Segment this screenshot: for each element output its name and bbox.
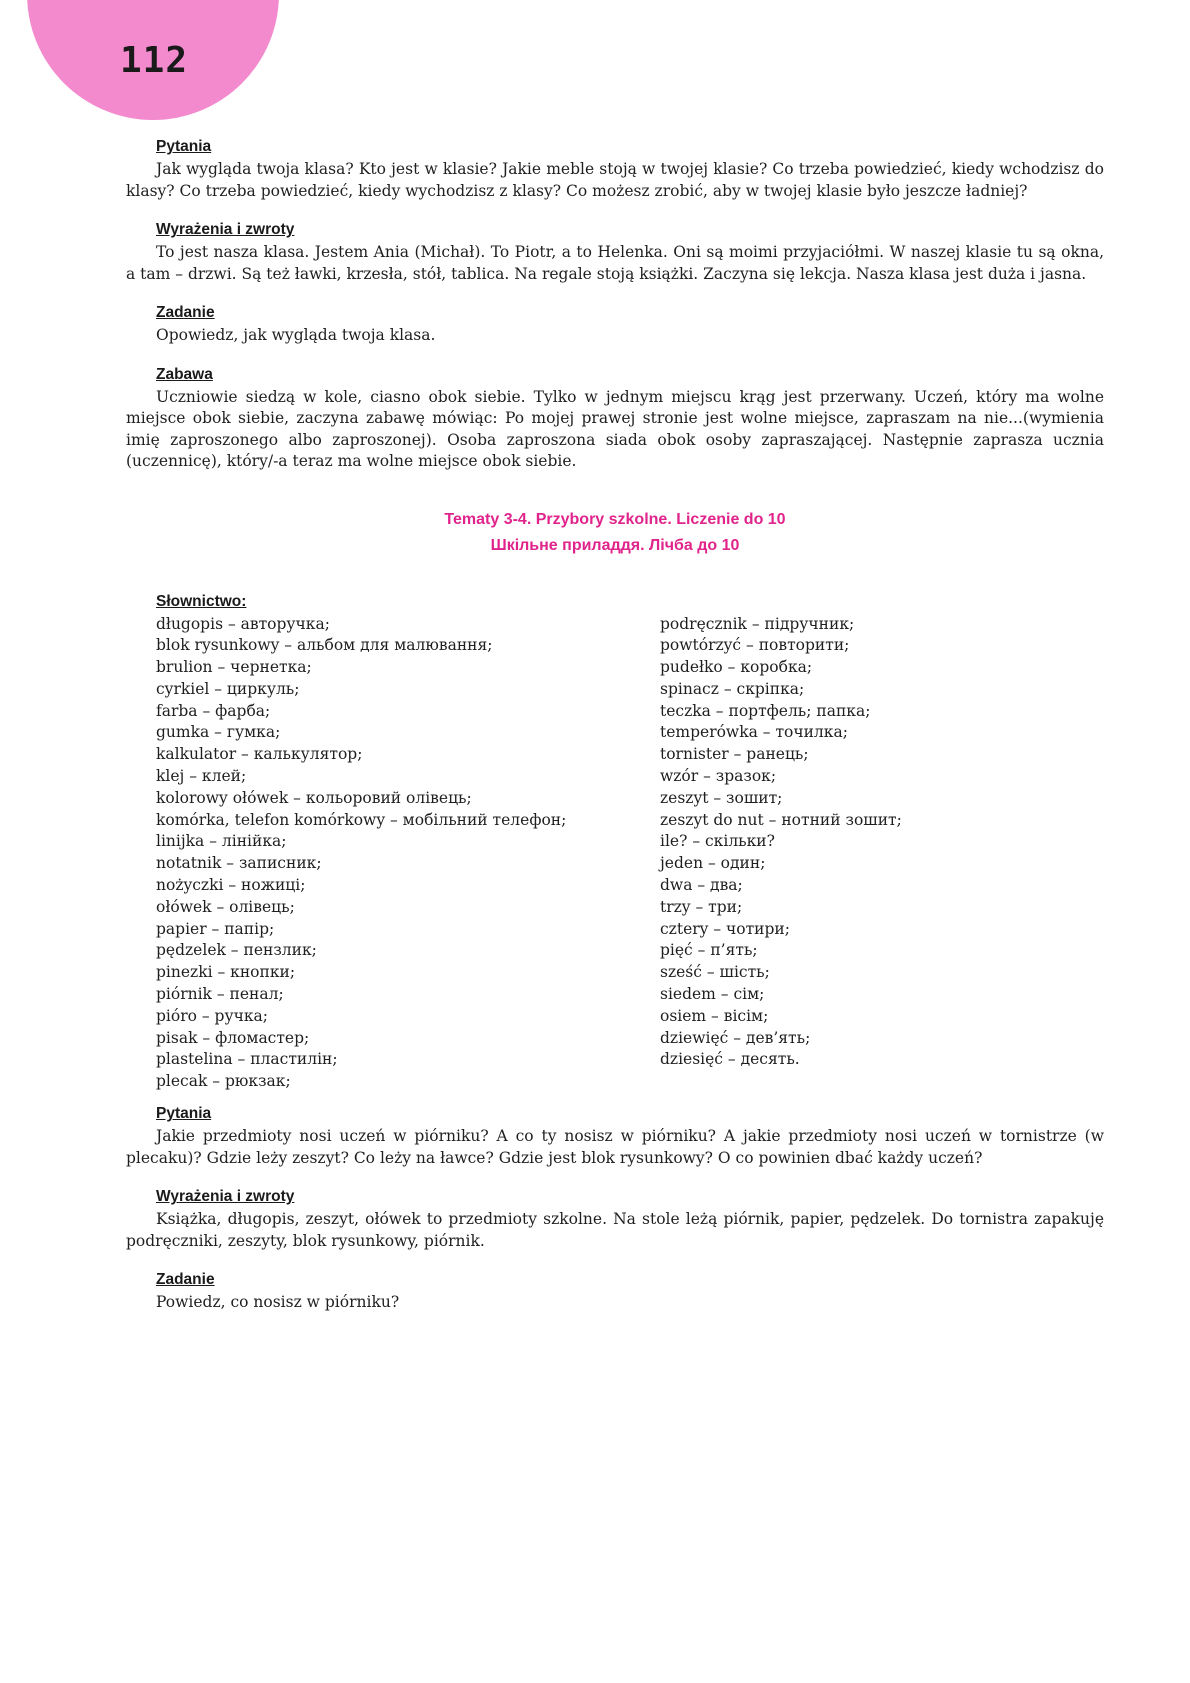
vocabulary-item: jeden – один; <box>660 854 766 873</box>
vocabulary-item: długopis – авторучка; <box>156 614 330 633</box>
paragraph-zabawa: Uczniowie siedzą w kole, ciasno obok siebie. Tylko w jednym miejscu krąg jest przerwany. Uczeń, który ma wolne miejsce obok siebie, zaczyna zabawę mówiąc: Po mojej prawej stronie jest wolne miejsce, zapraszam na nie...(wymienia imię zaproszonego albo zaproszonej). Osoba zaproszona siada obok osoby zapraszającej. Następnie zaprasza ucznia (uczennicę), który/-a teraz ma wolne miejsce obok siebie. <box>126 387 1104 470</box>
vocabulary-item: linijka – лінійка; <box>156 832 287 851</box>
vocabulary-item: spinacz – скріпка; <box>660 679 805 698</box>
vocabulary-item: wzór – зразок; <box>660 767 777 786</box>
paragraph-zadanie: Opowiedz, jak wygląda twoja klasa. <box>156 326 436 344</box>
vocabulary-item: pięć – п’ять; <box>660 941 758 960</box>
heading-pytania: Pytania <box>156 138 212 155</box>
section-zabawa <box>126 366 1104 473</box>
vocabulary-item: brulion – чернетка; <box>156 658 312 677</box>
paragraph-pytania: Jak wygląda twoja klasa? Kto jest w klasie? Jakie meble stoją w twojej klasie? Co trzeba powiedzieć, kiedy wchodzisz do klasy? Co trzeba powiedzieć, kiedy wychodzisz z klasy? Co możesz zrobić, aby w twojej klasie było jeszcze ładniej? <box>126 160 1104 200</box>
vocabulary-column-left <box>156 614 660 1094</box>
vocabulary-item: sześć – шість; <box>660 963 770 982</box>
vocabulary-item: cyrkiel – циркуль; <box>156 679 300 698</box>
vocabulary-item: powtórzyć – повторити; <box>660 636 850 655</box>
vocabulary-column-right <box>660 614 902 1094</box>
vocabulary-item: komórka, telefon komórkowy – мобільний телефон; <box>156 810 567 829</box>
vocabulary-item: pisak – фломастер; <box>156 1028 310 1047</box>
topic-title <box>126 507 1104 559</box>
vocabulary-item: kalkulator – калькулятор; <box>156 745 363 764</box>
section-pytania-1 <box>126 138 1104 202</box>
page-number: 112 <box>120 40 189 81</box>
paragraph-wyrazenia: Książka, długopis, zeszyt, ołówek to przedmioty szkolne. Na stole leżą piórnik, papier, pędzelek. Do tornistra zapakuję podręczniki, zeszyty, blok rysunkowy, piórnik. <box>126 1210 1104 1250</box>
vocabulary-item: podręcznik – підручник; <box>660 614 855 633</box>
heading-zabawa: Zabawa <box>156 365 213 383</box>
vocabulary-item: kolorowy ołówek – кольоровий олівець; <box>156 788 472 807</box>
vocabulary-item: tornister – ранець; <box>660 745 809 764</box>
vocabulary-item: dziesięć – десять. <box>660 1050 800 1069</box>
heading-zadanie: Zadanie <box>156 304 215 321</box>
vocabulary-item: dwa – два; <box>660 876 743 895</box>
topic-title-polish: Tematy 3-4. Przybory szkolne. Liczenie do 10 <box>444 510 786 528</box>
vocabulary-item: notatnik – записник; <box>156 854 322 873</box>
vocabulary-item: pędzelek – пензлик; <box>156 941 317 960</box>
vocabulary-item: blok rysunkowy – альбом для малювання; <box>156 636 493 655</box>
vocabulary-item: dziewięć – дев’ять; <box>660 1028 811 1047</box>
vocabulary-list <box>156 614 1104 1094</box>
heading-zadanie: Zadanie <box>156 1271 215 1289</box>
vocabulary-item: zeszyt – зошит; <box>660 788 783 807</box>
topic-title-ukrainian: Шкільне приладдя. Лічба до 10 <box>490 536 740 554</box>
vocabulary-item: nożyczki – ножиці; <box>156 876 306 895</box>
heading-wyrazenia: Wyrażenia i zwroty <box>156 1188 295 1206</box>
vocabulary-item: temperówka – точилка; <box>660 723 848 742</box>
vocabulary-item: plecak – рюкзак; <box>156 1072 291 1091</box>
vocabulary-item: cztery – чотири; <box>660 919 790 938</box>
vocabulary-item: piórnik – пенал; <box>156 985 284 1004</box>
paragraph-wyrazenia: To jest nasza klasa. Jestem Ania (Michał). To Piotr, a to Helenka. Oni są moimi przyjaciółmi. W naszej klasie tu są okna, a tam – drzwi. Są też ławki, krzesła, stół, tablica. Na regale stoją książki. Zaczyna się lekcja. Nasza klasa jest duża i jasna. <box>126 243 1104 283</box>
vocabulary-item: siedem – сім; <box>660 985 765 1004</box>
vocabulary-item: osiem – вісім; <box>660 1006 769 1025</box>
vocabulary-item: zeszyt do nut – нотний зошит; <box>660 810 902 829</box>
section-zadanie-2 <box>126 1271 1104 1314</box>
vocabulary-item: farba – фарба; <box>156 701 271 720</box>
vocabulary-item: klej – клей; <box>156 767 247 786</box>
vocabulary-item: teczka – портфель; папка; <box>660 701 871 720</box>
page-content <box>126 138 1104 1333</box>
paragraph-pytania: Jakie przedmioty nosi uczeń w piórniku? A co ty nosisz w piórniku? A jakie przedmioty nosi uczeń w tornistrze (w plecaku)? Gdzie leży zeszyt? Co leży na ławce? Gdzie jest blok rysunkowy? O co powinien dbać każdy uczeń? <box>126 1127 1104 1167</box>
vocabulary-item: plastelina – пластилін; <box>156 1050 338 1069</box>
vocabulary-item: gumka – гумка; <box>156 723 281 742</box>
section-pytania-2 <box>126 1105 1104 1169</box>
vocabulary-item: ołówek – олівець; <box>156 897 295 916</box>
section-wyrazenia-1 <box>126 221 1104 285</box>
vocabulary-item: pudełko – коробка; <box>660 658 813 677</box>
heading-slownictwo: Słownictwo: <box>156 592 247 610</box>
vocabulary-item: pinezki – кнопки; <box>156 963 296 982</box>
heading-wyrazenia: Wyrażenia i zwroty <box>156 221 295 238</box>
vocabulary-item: papier – папір; <box>156 919 275 938</box>
paragraph-zadanie: Powiedz, co nosisz w piórniku? <box>156 1293 400 1312</box>
section-wyrazenia-2 <box>126 1188 1104 1252</box>
vocabulary-item: trzy – три; <box>660 897 743 916</box>
vocabulary-item: ile? – скільки? <box>660 832 775 851</box>
heading-pytania: Pytania <box>156 1105 212 1123</box>
section-zadanie-1 <box>126 304 1104 347</box>
vocabulary-item: pióro – ручка; <box>156 1006 268 1025</box>
